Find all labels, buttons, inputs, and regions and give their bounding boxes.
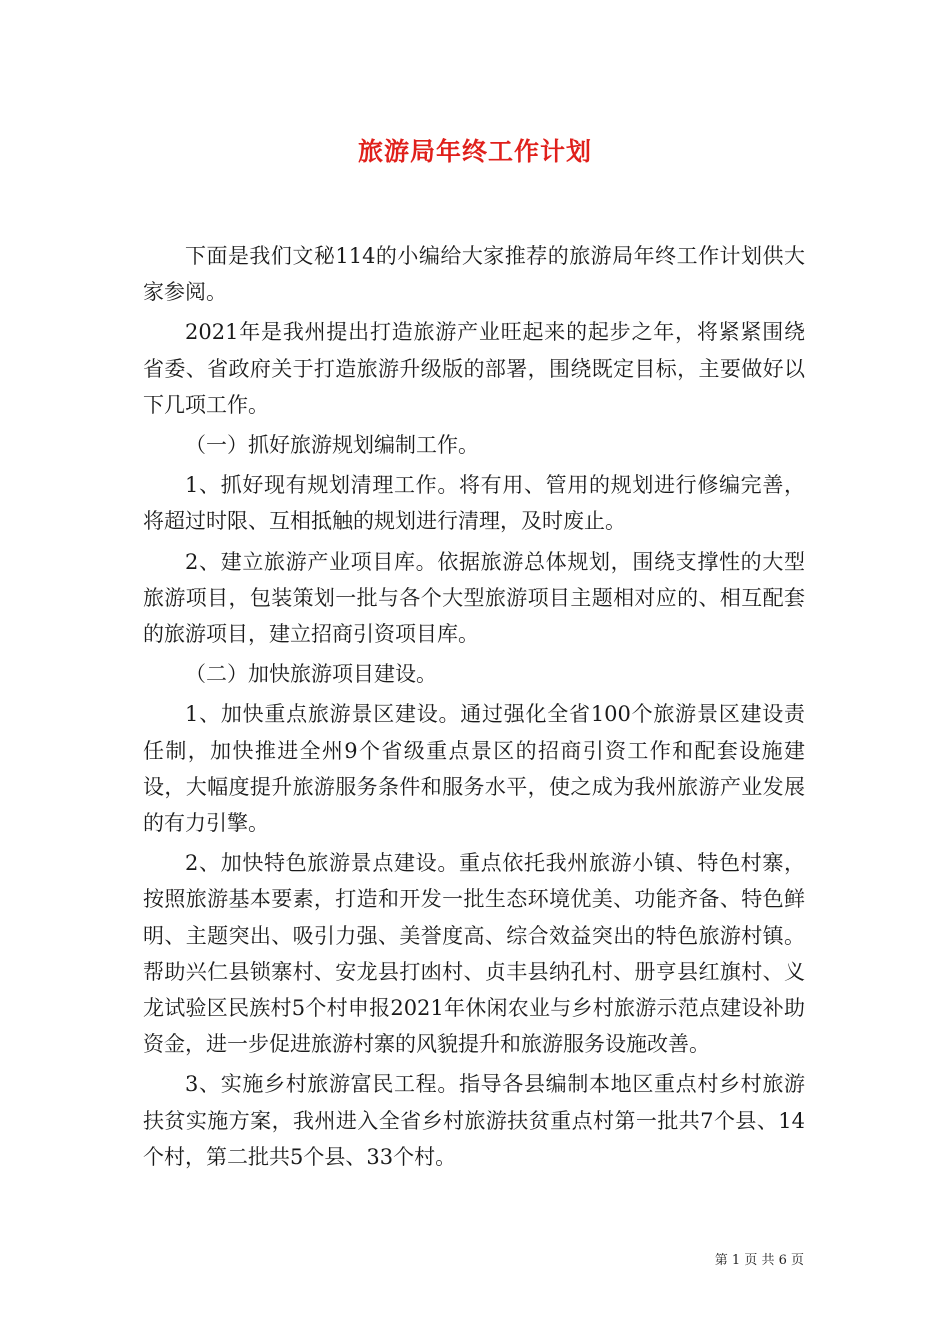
document-title: 旅游局年终工作计划 [357,137,592,166]
page-number: 第 1 页 共 6 页 [714,1253,804,1268]
paragraph-2-2: 2、加快特色旅游景点建设。重点依托我州旅游小镇、特色村寨，按照旅游基本要素，打造和开发一批生态环境优美、功能齐备、特色鲜明、主题突出、吸引力强、美誉度高、综合效益突出的特色旅游村镇。帮助兴仁县锁寨村、安龙县打凼村、贞丰县纳孔村、册亨县红旗村、义龙试验区民族村5个村申报2021年休闲农业与乡村旅游示范点建设补助资金，进一步促进旅游村寨的风貌提升和旅游服务设施改善。 [143,851,805,1057]
page-footer [715,1249,804,1268]
section-heading-2: （二）加快旅游项目建设。 [185,662,437,687]
paragraph-2-3: 3、实施乡村旅游富民工程。指导各县编制本地区重点村乡村旅游扶贫实施方案，我州进入全省乡村旅游扶贫重点村第一批共7个县、14个村，第二批共5个县、33个村。 [143,1072,805,1169]
section-heading-1: （一）抓好旅游规划编制工作。 [185,433,479,458]
paragraph-2-1: 1、加快重点旅游景区建设。通过强化全省100个旅游景区建设责任制，加快推进全州9个省级重点景区的招商引资工作和配套设施建设，大幅度提升旅游服务条件和服务水平，使之成为我州旅游产业发展的有力引擎。 [143,702,805,836]
paragraph-intro: 下面是我们文秘114的小编给大家推荐的旅游局年终工作计划供大家参阅。 [143,244,805,305]
paragraph-1-2: 2、建立旅游产业项目库。依据旅游总体规划，围绕支撑性的大型旅游项目，包装策划一批与各个大型旅游项目主题相对应的、相互配套的旅游项目，建立招商引资项目库。 [143,549,805,647]
paragraph-1-1: 1、抓好现有规划清理工作。将有用、管用的规划进行修编完善，将超过时限、互相抵触的规划进行清理，及时废止。 [143,473,805,534]
document-body [143,238,805,1179]
paragraph-overview: 2021年是我州提出打造旅游产业旺起来的起步之年，将紧紧围绕省委、省政府关于打造旅游升级版的部署，围绕既定目标，主要做好以下几项工作。 [143,320,805,417]
